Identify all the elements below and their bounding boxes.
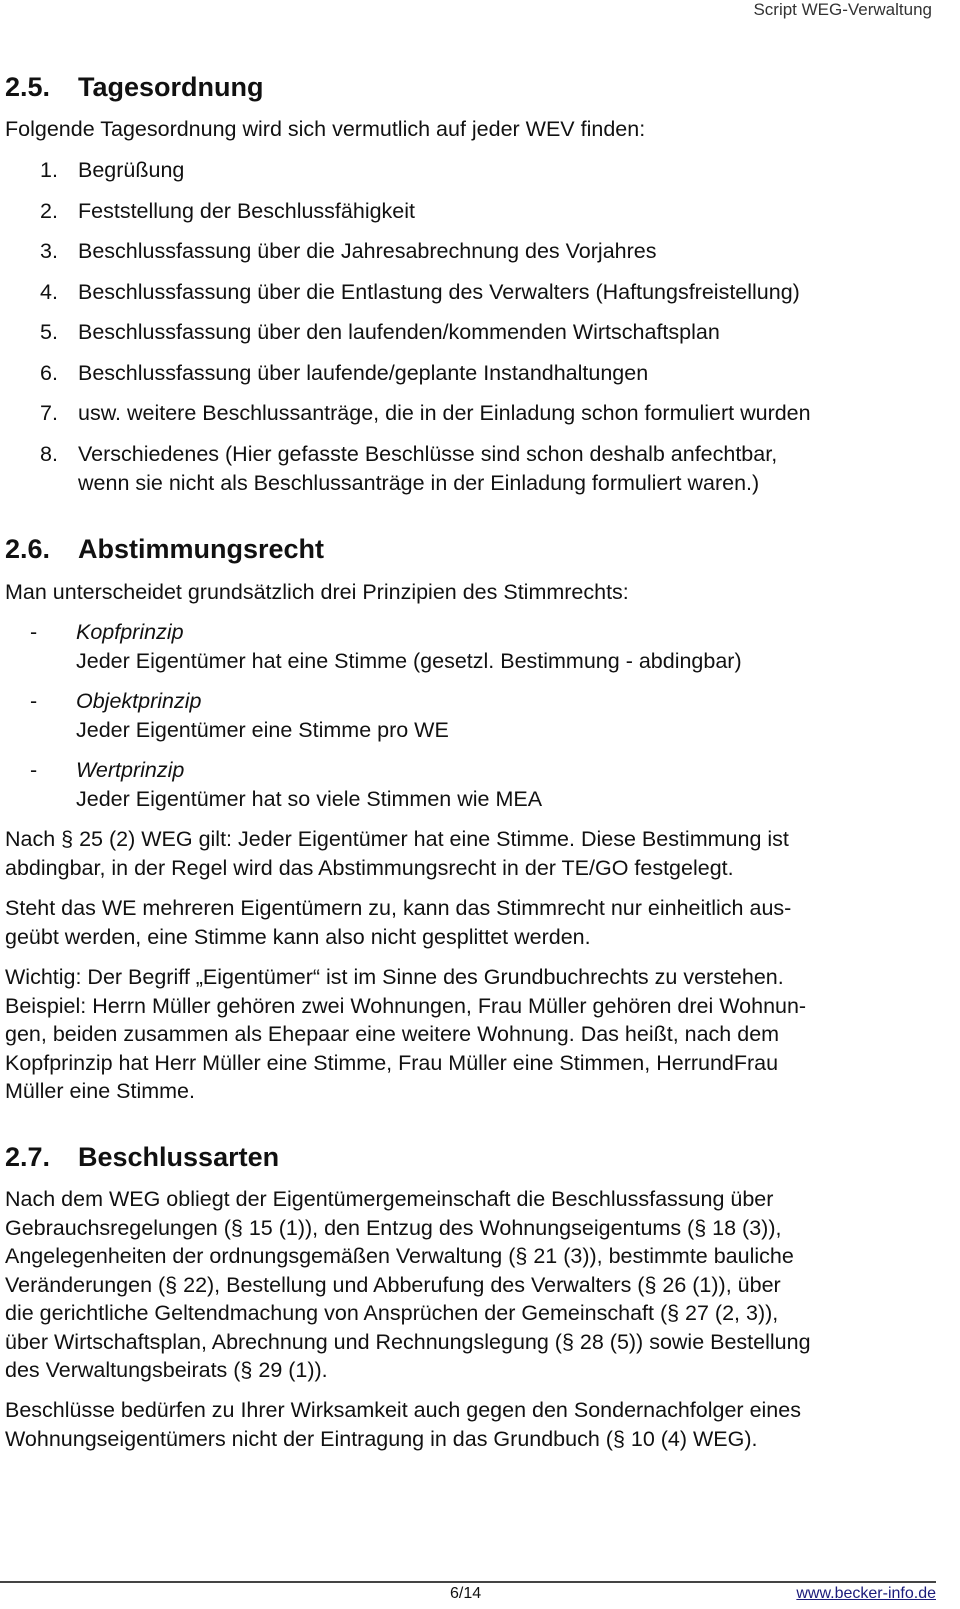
- agenda-item-number: 2.: [40, 199, 58, 223]
- paragraph-line: geübt werden, eine Stimme kann also nicht gesplittet werden.: [5, 924, 591, 949]
- paragraph: [5, 1396, 945, 1453]
- paragraph: [5, 578, 945, 607]
- agenda-item-line: Beschlussfassung über laufende/geplante Instandhaltungen: [78, 361, 649, 385]
- bullet-dash: -: [30, 620, 38, 644]
- principle-name: Objektprinzip: [76, 689, 202, 713]
- paragraph-line: Angelegenheiten der ordnungsgemäßen Verwaltung (§ 21 (3)), bestimmte bauliche: [5, 1244, 794, 1268]
- principle-text: [76, 618, 742, 675]
- paragraph-line: Müller eine Stimme.: [5, 1079, 195, 1103]
- section-title: Abstimmungsrecht: [78, 534, 325, 564]
- agenda-item-text: [78, 197, 415, 226]
- paragraph-line: des Verwaltungsbeirats (§ 29 (1)).: [5, 1358, 328, 1382]
- paragraph-line: abdingbar, in der Regel wird das Abstimmungsrecht in der TE/GO festgelegt.: [5, 855, 734, 880]
- paragraph: [5, 894, 945, 951]
- paragraph-line: Wohnungseigentümers nicht der Eintragung in das Grundbuch (§ 10 (4) WEG).: [5, 1426, 758, 1451]
- footer-website-link[interactable]: www.becker-info.de: [796, 1585, 936, 1602]
- section-number: 2.6.: [5, 534, 51, 564]
- page-number: 6/14: [450, 1585, 482, 1602]
- agenda-item-text: [78, 318, 720, 347]
- paragraph-line: Beispiel: Herrn Müller gehören zwei Wohnungen, Frau Müller gehören drei Wohnun-: [5, 993, 807, 1018]
- agenda-item-line: Beschlussfassung über den laufenden/kommenden Wirtschaftsplan: [78, 320, 720, 344]
- paragraph: [5, 1185, 945, 1385]
- agenda-item-text: [78, 278, 800, 307]
- page-header-title: Script WEG-Verwaltung: [753, 0, 932, 19]
- footer-divider: [0, 1581, 936, 1583]
- agenda-item: [40, 359, 648, 388]
- voting-principle: [30, 687, 449, 744]
- section-heading: [5, 533, 324, 565]
- paragraph-line: Beschlüsse bedürfen zu Ihrer Wirksamkeit auch gegen den Sondernachfolger eines: [5, 1398, 801, 1422]
- agenda-item-number: 6.: [40, 361, 58, 385]
- section-title: Beschlussarten: [78, 1142, 280, 1172]
- paragraph-line: Nach § 25 (2) WEG gilt: Jeder Eigentümer hat eine Stimme. Diese Bestimmung ist: [5, 827, 789, 851]
- paragraph-line: Nach dem WEG obliegt der Eigentümergemeinschaft die Beschlussfassung über: [5, 1187, 774, 1211]
- paragraph-line: die gerichtliche Geltendmachung von Ansprüchen der Gemeinschaft (§ 27 (2, 3)),: [5, 1301, 779, 1325]
- principle-text: [76, 756, 542, 813]
- agenda-item-line: wenn sie nicht als Beschlussanträge in der Einladung formuliert waren.): [78, 470, 760, 495]
- agenda-item-text: [78, 156, 184, 185]
- bullet-dash: -: [30, 758, 38, 782]
- paragraph-line: Man unterscheidet grundsätzlich drei Prinzipien des Stimmrechts:: [5, 580, 629, 604]
- section-title: Tagesordnung: [78, 72, 264, 102]
- agenda-item: [40, 237, 656, 266]
- paragraph-line: Kopfprinzip hat Herr Müller eine Stimme, Frau Müller eine Stimmen, HerrundFrau: [5, 1050, 779, 1075]
- paragraph-line: Veränderungen (§ 22), Bestellung und Abberufung des Verwalters (§ 26 (1)), über: [5, 1272, 781, 1297]
- agenda-item: [40, 278, 800, 307]
- voting-principle: [30, 618, 742, 675]
- agenda-item: [40, 197, 415, 226]
- principle-description: Jeder Eigentümer hat eine Stimme (gesetzl. Bestimmung - abdingbar): [76, 648, 742, 673]
- agenda-item-text: [78, 399, 811, 428]
- agenda-item: [40, 440, 777, 497]
- paragraph: [5, 963, 945, 1106]
- paragraph-line: Wichtig: Der Begriff „Eigentümer“ ist im Sinne des Grundbuchrechts zu verstehen.: [5, 965, 784, 989]
- agenda-item-text: [78, 237, 656, 266]
- agenda-item-line: Feststellung der Beschlussfähigkeit: [78, 199, 416, 223]
- agenda-item: [40, 399, 811, 428]
- agenda-item-number: 5.: [40, 320, 58, 344]
- principle-text: [76, 687, 449, 744]
- paragraph-line: Steht das WE mehreren Eigentümern zu, kann das Stimmrecht nur einheitlich aus-: [5, 896, 792, 920]
- section-heading: [5, 71, 264, 103]
- principle-name: Wertprinzip: [76, 758, 185, 782]
- agenda-item-number: 7.: [40, 401, 58, 425]
- agenda-item-number: 3.: [40, 239, 58, 263]
- section-heading: [5, 1141, 279, 1173]
- paragraph: [5, 825, 945, 882]
- agenda-item-line: usw. weitere Beschlussanträge, die in der Einladung schon formuliert wurden: [78, 401, 811, 425]
- agenda-item: [40, 318, 720, 347]
- agenda-item-line: Beschlussfassung über die Jahresabrechnung des Vorjahres: [78, 239, 657, 263]
- agenda-item-number: 8.: [40, 442, 58, 466]
- paragraph-line: Folgende Tagesordnung wird sich vermutlich auf jeder WEV finden:: [5, 117, 646, 141]
- agenda-item-line: Beschlussfassung über die Entlastung des Verwalters (Haftungsfreistellung): [78, 280, 800, 304]
- bullet-dash: -: [30, 689, 38, 713]
- agenda-item-text: [78, 359, 648, 388]
- voting-principle: [30, 756, 542, 813]
- agenda-item-line: Verschiedenes (Hier gefasste Beschlüsse sind schon deshalb anfechtbar,: [78, 442, 778, 466]
- agenda-item-number: 4.: [40, 280, 58, 304]
- agenda-item-number: 1.: [40, 158, 58, 182]
- principle-description: Jeder Eigentümer eine Stimme pro WE: [76, 717, 449, 742]
- agenda-item-line: Begrüßung: [78, 158, 185, 182]
- paragraph-line: über Wirtschaftsplan, Abrechnung und Rechnungslegung (§ 28 (5)) sowie Bestellung: [5, 1329, 811, 1354]
- agenda-item: [40, 156, 184, 185]
- paragraph: [5, 115, 945, 144]
- principle-description: Jeder Eigentümer hat so viele Stimmen wie MEA: [76, 786, 543, 811]
- principle-name: Kopfprinzip: [76, 620, 184, 644]
- agenda-item-text: [78, 440, 777, 497]
- paragraph-line: gen, beiden zusammen als Ehepaar eine weitere Wohnung. Das heißt, nach dem: [5, 1022, 780, 1046]
- section-number: 2.5.: [5, 72, 51, 102]
- paragraph-line: Gebrauchsregelungen (§ 15 (1)), den Entzug des Wohnungseigentums (§ 18 (3)),: [5, 1215, 782, 1240]
- section-number: 2.7.: [5, 1142, 51, 1172]
